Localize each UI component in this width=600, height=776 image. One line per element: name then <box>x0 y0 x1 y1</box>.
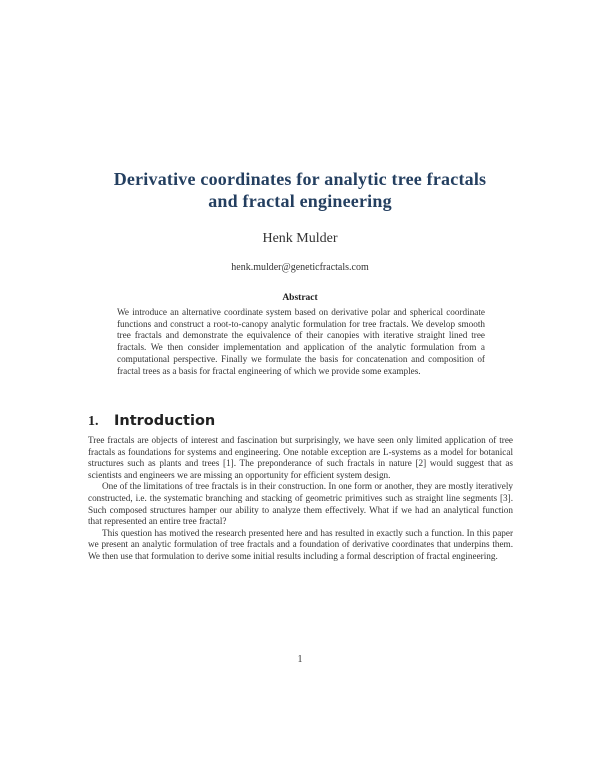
section-title: Introduction <box>114 413 216 429</box>
title-line-2: and fractal engineering <box>208 191 392 211</box>
body-paragraph: One of the limitations of tree fractals is in their construction. In one form or another, they are mostly iteratively constructed, i.e. the systematic branching and stacking of geometric primitives such as straight line segments [3]. Such composed structures hamper our ability to analyze them effectively. What if we had an analytical function that represented an entire tree fractal? <box>88 481 513 527</box>
body-paragraph: This question has motived the research presented here and has resulted in exactly such a function. In this paper we present an analytic formulation of tree fractals and a foundation of derivative coordinates that underpins them. We then use that formulation to derive some initial results including a formal description of fractal engineering. <box>88 527 513 561</box>
section-number: 1. <box>88 414 99 429</box>
title-line-1: Derivative coordinates for analytic tree fractals <box>113 169 487 189</box>
abstract-text: We introduce an alternative coordinate system based on derivative polar and spherical coordinate functions and construct a root-to-canopy analytic formulation for tree fractals. We develop smooth tree fractals and demonstrate the equivalence of their canopies with iterative straight lined tree fractals. We then consider implementation and application of the analytic formulation from a computational perspective. Finally we formulate the basis for concatenation and composition of fractal trees as a basis for fractal engineering of which we provide some examples. <box>117 307 485 376</box>
page-number: 1 <box>297 654 303 665</box>
author-email: henk.mulder@geneticfractals.com <box>231 262 369 273</box>
author-name: Henk Mulder <box>262 231 338 246</box>
abstract-heading: Abstract <box>282 293 318 303</box>
section-body <box>88 435 513 563</box>
paper-title <box>90 168 510 212</box>
section-heading <box>88 412 215 431</box>
body-paragraph: Tree fractals are objects of interest and fascination but surprisingly, we have seen only limited application of tree fractals as foundations for systems and engineering. One notable exception are L-systems as a model for botanical structures such as plants and trees [1]. The preponderance of such fractals in nature [2] would suggest that as scientists and engineers we are missing an opportunity for efficient system design. <box>88 435 513 480</box>
